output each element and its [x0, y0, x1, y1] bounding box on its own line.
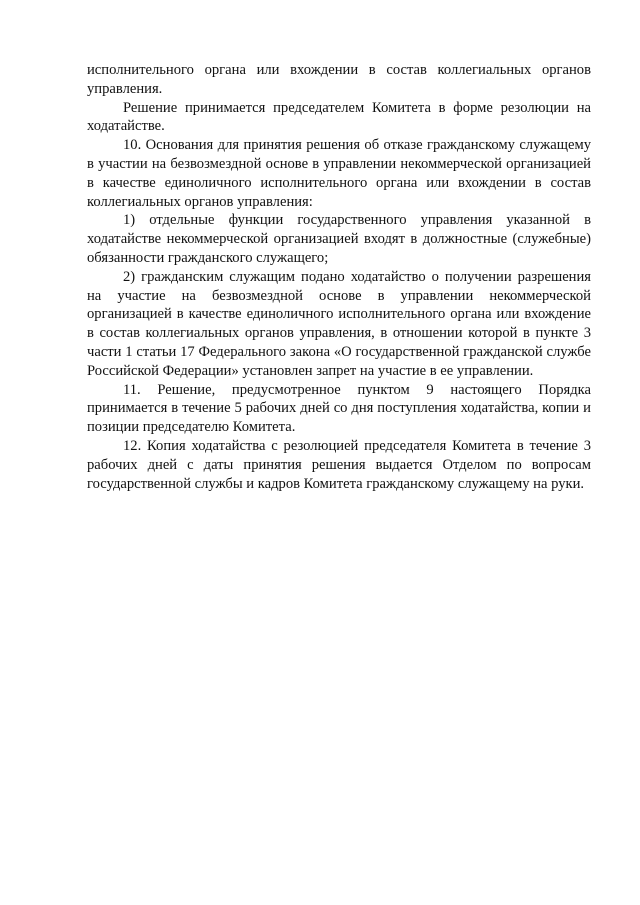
paragraph-subitem-2: 2) гражданским служащим подано ходатайство о получении разрешения на участие на безвозмездной основе в управлении некоммерческой организацией в качестве единоличного исполнительного органа или вхождение в состав коллегиальных органов управления, в отношении которой в пункте 3 части 1 статьи 17 Федерального закона «О государственной гражданской службе Российской Федерации» установлен запрет на участие в ее управлении.	[87, 268, 591, 379]
paragraph-subitem-1: 1) отдельные функции государственного управления указанной в ходатайстве некоммерческой организацией входят в должностные (служебные) обязанности гражданского служащего;	[87, 212, 591, 266]
paragraph-continuation: исполнительного органа или вхождении в состав коллегиальных органов управления.	[87, 62, 591, 97]
paragraph-item-10: 10. Основания для принятия решения об отказе гражданскому служащему в участии на безвозмездной основе в управлении некоммерческой организацией в качестве единоличного исполнительного органа или вхождении в состав коллегиальных органов управления:	[87, 137, 591, 210]
paragraph-item-11: 11. Решение, предусмотренное пунктом 9 настоящего Порядка принимается в течение 5 рабочих дней со дня поступления ходатайства, копии и позиции председателю Комитета.	[87, 381, 591, 436]
document-body	[87, 61, 591, 493]
paragraph-resolution: Решение принимается председателем Комитета в форме резолюции на ходатайстве.	[87, 99, 591, 135]
paragraph-item-12: 12. Копия ходатайства с резолюцией председателя Комитета в течение 3 рабочих дней с даты принятия решения выдается Отделом по вопросам государственной службы и кадров Комитета гражданскому служащему на руки.	[87, 437, 591, 492]
